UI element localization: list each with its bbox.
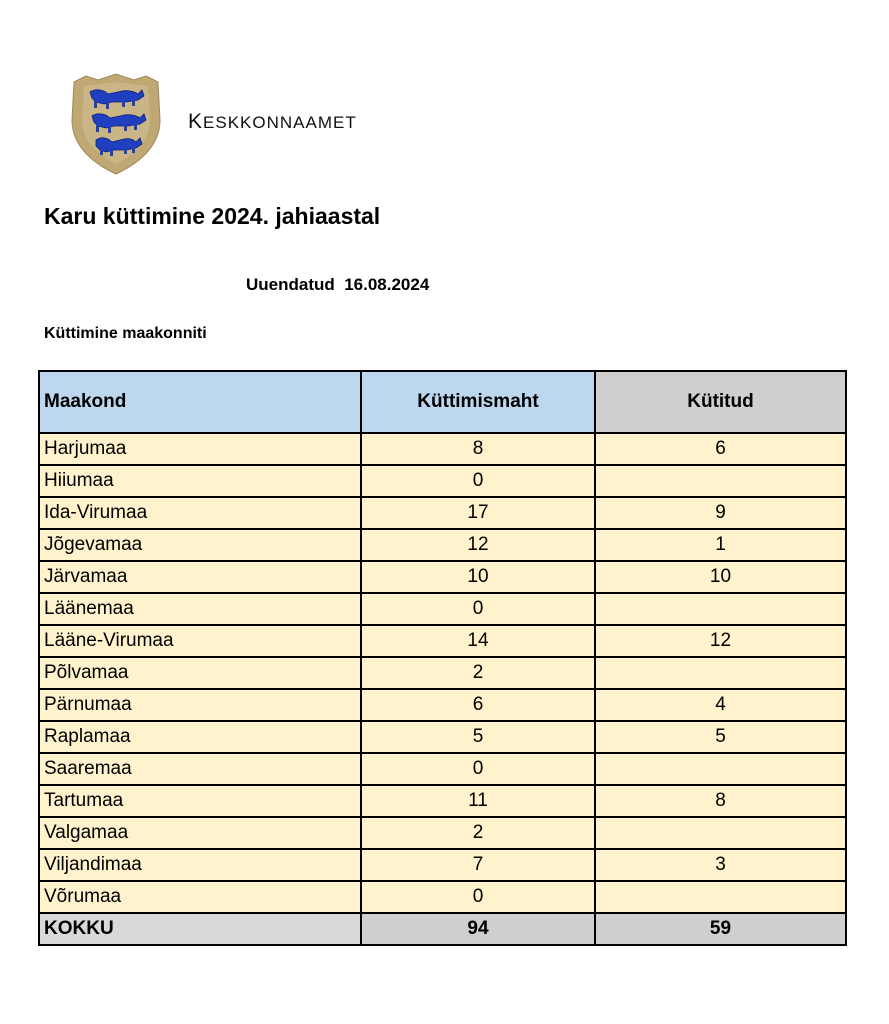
org-name-initial: K xyxy=(188,110,204,133)
org-name-rest: ESKKONNAAMET xyxy=(203,113,357,132)
hunted-cell: 6 xyxy=(595,433,846,465)
table-row xyxy=(39,689,846,721)
organization-name xyxy=(188,110,357,134)
table-row xyxy=(39,657,846,689)
table-row xyxy=(39,849,846,881)
page-title: Karu küttimine 2024. jahiaastal xyxy=(44,203,381,229)
quota-cell: 0 xyxy=(361,465,595,497)
table-row xyxy=(39,625,846,657)
hunted-cell xyxy=(595,881,846,913)
updated-date: Uuendatud 16.08.2024 xyxy=(246,275,430,294)
column-header-county: Maakond xyxy=(39,371,361,433)
table-row xyxy=(39,593,846,625)
table-row xyxy=(39,753,846,785)
quota-cell: 6 xyxy=(361,689,595,721)
quota-cell: 0 xyxy=(361,753,595,785)
table-row xyxy=(39,529,846,561)
hunted-cell xyxy=(595,753,846,785)
quota-cell: 8 xyxy=(361,433,595,465)
county-cell: Saaremaa xyxy=(39,753,361,785)
county-cell: Lääne-Virumaa xyxy=(39,625,361,657)
total-label-cell: KOKKU xyxy=(39,913,361,945)
county-cell: Võrumaa xyxy=(39,881,361,913)
county-cell: Raplamaa xyxy=(39,721,361,753)
column-header-hunted: Kütitud xyxy=(595,371,846,433)
coat-of-arms-logo xyxy=(66,72,166,176)
county-cell: Jõgevamaa xyxy=(39,529,361,561)
quota-cell: 7 xyxy=(361,849,595,881)
quota-cell: 11 xyxy=(361,785,595,817)
hunted-cell xyxy=(595,657,846,689)
table-body xyxy=(39,433,846,945)
hunted-cell: 8 xyxy=(595,785,846,817)
quota-cell: 2 xyxy=(361,817,595,849)
quota-cell: 0 xyxy=(361,881,595,913)
quota-cell: 5 xyxy=(361,721,595,753)
county-cell: Järvamaa xyxy=(39,561,361,593)
county-cell: Harjumaa xyxy=(39,433,361,465)
county-cell: Hiiumaa xyxy=(39,465,361,497)
hunted-cell xyxy=(595,817,846,849)
hunted-cell: 4 xyxy=(595,689,846,721)
quota-cell: 17 xyxy=(361,497,595,529)
section-title: Küttimine maakonniti xyxy=(44,325,207,342)
hunting-table xyxy=(38,370,847,946)
county-cell: Tartumaa xyxy=(39,785,361,817)
table-row xyxy=(39,881,846,913)
county-cell: Põlvamaa xyxy=(39,657,361,689)
county-cell: Ida-Virumaa xyxy=(39,497,361,529)
hunted-cell: 10 xyxy=(595,561,846,593)
table-row xyxy=(39,561,846,593)
hunted-cell: 9 xyxy=(595,497,846,529)
hunted-cell: 1 xyxy=(595,529,846,561)
hunted-cell: 3 xyxy=(595,849,846,881)
quota-cell: 14 xyxy=(361,625,595,657)
hunted-cell xyxy=(595,465,846,497)
hunted-cell xyxy=(595,593,846,625)
quota-cell: 12 xyxy=(361,529,595,561)
table-row xyxy=(39,497,846,529)
table-row xyxy=(39,785,846,817)
county-cell: Läänemaa xyxy=(39,593,361,625)
county-cell: Viljandimaa xyxy=(39,849,361,881)
total-row xyxy=(39,913,846,945)
total-hunted-cell: 59 xyxy=(595,913,846,945)
table-row xyxy=(39,433,846,465)
quota-cell: 10 xyxy=(361,561,595,593)
quota-cell: 0 xyxy=(361,593,595,625)
quota-cell: 2 xyxy=(361,657,595,689)
county-cell: Pärnumaa xyxy=(39,689,361,721)
table-row xyxy=(39,721,846,753)
table-row xyxy=(39,817,846,849)
table-header-row xyxy=(39,371,846,433)
hunted-cell: 5 xyxy=(595,721,846,753)
table-row xyxy=(39,465,846,497)
column-header-quota: Küttimismaht xyxy=(361,371,595,433)
total-quota-cell: 94 xyxy=(361,913,595,945)
county-cell: Valgamaa xyxy=(39,817,361,849)
hunted-cell: 12 xyxy=(595,625,846,657)
coat-of-arms-shield-icon xyxy=(66,72,166,176)
